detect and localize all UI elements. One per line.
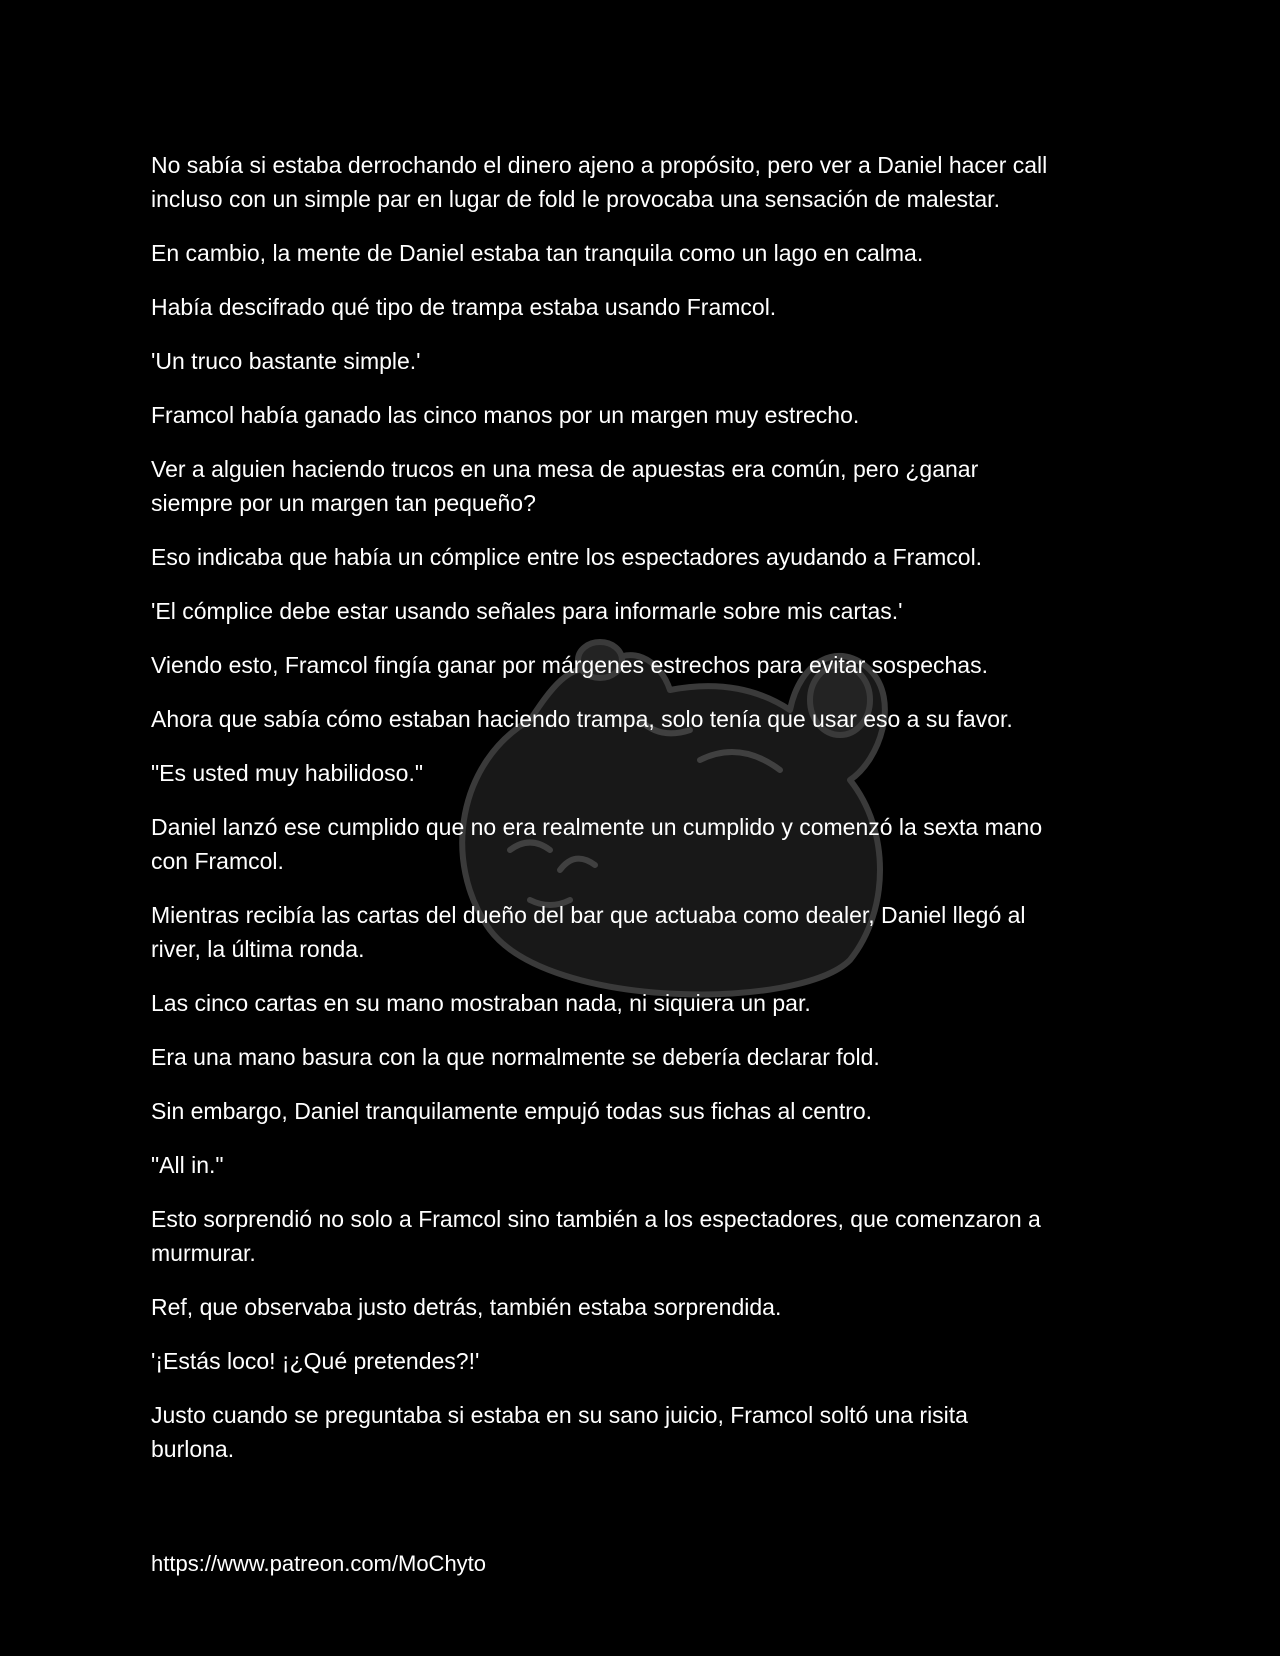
patreon-link[interactable]: https://www.patreon.com/MoChyto [151,1551,487,1576]
text-line: Ref, que observaba justo detrás, también estaba sorprendida. [151,1294,782,1320]
paragraph [151,594,1231,628]
paragraph [151,540,1231,574]
text-line: Había descifrado qué tipo de trampa estaba usando Framcol. [151,294,777,320]
paragraph [151,756,1231,790]
paragraph [151,1040,1231,1074]
text-line: Esto sorprendió no solo a Framcol sino también a los espectadores, que comenzaron a [151,1206,1041,1232]
paragraph [151,898,1231,966]
text-line: Daniel lanzó ese cumplido que no era realmente un cumplido y comenzó la sexta mano [151,814,1043,840]
text-line: Justo cuando se preguntaba si estaba en su sano juicio, Framcol soltó una risita [151,1402,968,1428]
text-line: No sabía si estaba derrochando el dinero ajeno a propósito, pero ver a Daniel hacer call [151,152,1048,178]
chapter-text [151,148,1231,1486]
text-line: Sin embargo, Daniel tranquilamente empujó todas sus fichas al centro. [151,1098,873,1124]
text-line: "Es usted muy habilidoso." [151,760,424,786]
paragraph [151,148,1231,216]
paragraph [151,398,1231,432]
paragraph [151,236,1231,270]
paragraph [151,1398,1231,1466]
paragraph [151,986,1231,1020]
text-line: "All in." [151,1152,224,1178]
text-line: siempre por un margen tan pequeño? [151,490,536,516]
text-line: 'Un truco bastante simple.' [151,348,421,374]
text-line: Ahora que sabía cómo estaban haciendo trampa, solo tenía que usar eso a su favor. [151,706,1013,732]
text-line: Mientras recibía las cartas del dueño del bar que actuaba como dealer, Daniel llegó al [151,902,1026,928]
paragraph [151,1202,1231,1270]
paragraph [151,1148,1231,1182]
text-line: river, la última ronda. [151,936,365,962]
paragraph [151,1344,1231,1378]
text-line: En cambio, la mente de Daniel estaba tan tranquila como un lago en calma. [151,240,924,266]
paragraph [151,1094,1231,1128]
text-line: Framcol había ganado las cinco manos por un margen muy estrecho. [151,402,860,428]
paragraph [151,648,1231,682]
text-line: Era una mano basura con la que normalmente se debería declarar fold. [151,1044,880,1070]
paragraph [151,1290,1231,1324]
paragraph [151,290,1231,324]
text-line: '¡Estás loco! ¡¿Qué pretendes?!' [151,1348,480,1374]
paragraph [151,810,1231,878]
text-line: 'El cómplice debe estar usando señales para informarle sobre mis cartas.' [151,598,903,624]
text-line: murmurar. [151,1240,256,1266]
text-line: Viendo esto, Framcol fingía ganar por márgenes estrechos para evitar sospechas. [151,652,988,678]
paragraph [151,702,1231,736]
text-line: con Framcol. [151,848,284,874]
text-line: burlona. [151,1436,235,1462]
text-line: Ver a alguien haciendo trucos en una mesa de apuestas era común, pero ¿ganar [151,456,979,482]
text-line: incluso con un simple par en lugar de fold le provocaba una sensación de malestar. [151,186,1000,212]
text-line: Eso indicaba que había un cómplice entre los espectadores ayudando a Framcol. [151,544,983,570]
text-line: Las cinco cartas en su mano mostraban nada, ni siquiera un par. [151,990,811,1016]
paragraph [151,344,1231,378]
paragraph [151,452,1231,520]
